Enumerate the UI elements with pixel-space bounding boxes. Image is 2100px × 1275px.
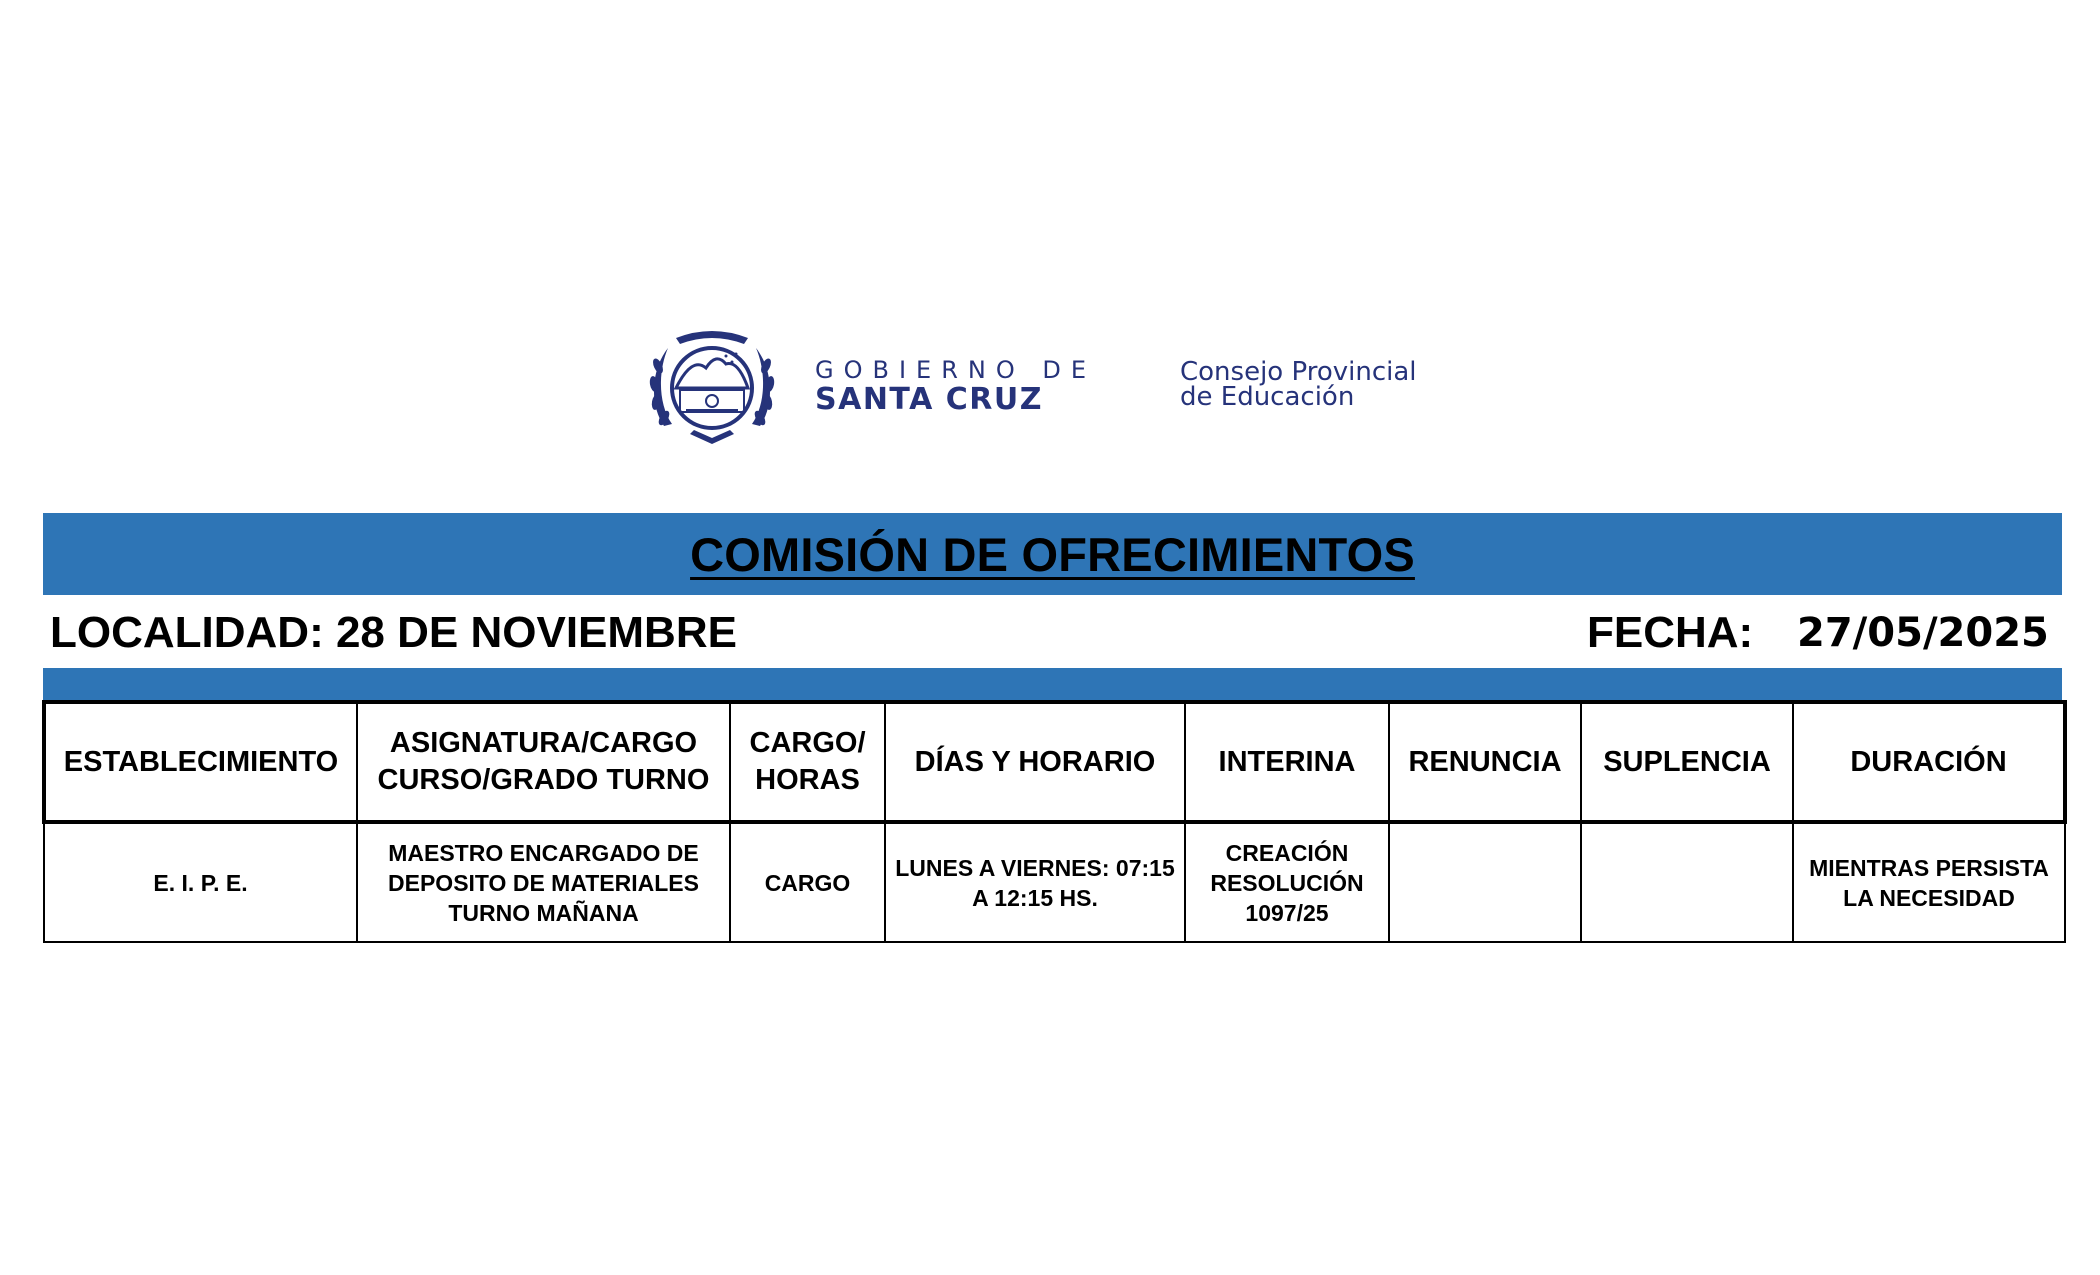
column-header-line: DÍAS Y HORARIO <box>914 745 1156 778</box>
table-cell-line: 1097/25 <box>1245 899 1329 926</box>
table-cell <box>1581 822 1793 942</box>
column-header <box>1389 702 1581 822</box>
column-header <box>1793 702 2065 822</box>
table-cell-line: CARGO <box>764 869 851 896</box>
table-cell-line: DEPOSITO DE MATERIALES <box>388 869 699 896</box>
table-cell-line: TURNO MAÑANA <box>448 899 639 926</box>
column-header <box>885 702 1185 822</box>
column-header-line: SUPLENCIA <box>1603 745 1771 778</box>
table-cell <box>1793 822 2065 942</box>
table-cell <box>357 822 730 942</box>
table-row <box>44 822 2065 942</box>
column-header-line: RENUNCIA <box>1408 745 1562 778</box>
blue-divider-strip <box>43 668 2062 700</box>
government-logo-text <box>815 356 1115 416</box>
table-cell-line: LA NECESIDAD <box>1843 884 2015 911</box>
table-cell-line: MAESTRO ENCARGADO DE <box>388 839 699 866</box>
column-header-line: HORAS <box>755 764 860 796</box>
localidad-label: LOCALIDAD: 28 DE NOVIEMBRE <box>50 608 737 657</box>
table-cell-line: E. I. P. E. <box>153 869 248 896</box>
column-header-line: CARGO/ <box>749 727 866 759</box>
table-cell-line: LUNES A VIERNES: 07:15 <box>895 854 1175 881</box>
table-cell-line: CREACIÓN <box>1225 839 1349 866</box>
table-cell <box>44 822 357 942</box>
column-header-line: ESTABLECIMIENTO <box>63 745 339 778</box>
column-header-line: ASIGNATURA/CARGO <box>389 727 698 759</box>
table-cell-line: A 12:15 HS. <box>972 884 1098 911</box>
table-cell <box>730 822 885 942</box>
column-header <box>1581 702 1793 822</box>
document-title: COMISIÓN DE OFRECIMIENTOS <box>690 527 1415 581</box>
column-header <box>1185 702 1389 822</box>
fecha-value: 27/05/2025 <box>1797 610 2049 656</box>
table-cell <box>885 822 1185 942</box>
table-cell-line: MIENTRAS PERSISTA <box>1809 854 2049 881</box>
santa-cruz-seal-logo <box>646 326 778 448</box>
government-line-1: GOBIERNO DE <box>815 356 1096 384</box>
column-header <box>357 702 730 822</box>
offers-table <box>42 700 2067 943</box>
table-cell <box>1185 822 1389 942</box>
council-logo-text <box>1180 357 1417 412</box>
fecha-label: FECHA: <box>1587 608 1754 657</box>
column-header <box>730 702 885 822</box>
table-body <box>44 822 2065 942</box>
title-band <box>43 513 2062 595</box>
table-cell <box>1389 822 1581 942</box>
government-line-2: SANTA CRUZ <box>815 382 1043 417</box>
column-header-line: DURACIÓN <box>1850 745 2007 778</box>
council-line-1: Consejo Provincial <box>1180 357 1417 387</box>
column-header <box>44 702 357 822</box>
column-header-line: INTERINA <box>1218 745 1356 778</box>
table-header-row <box>44 702 2065 822</box>
column-header-line: CURSO/GRADO TURNO <box>377 764 710 796</box>
council-line-2: de Educación <box>1180 382 1355 412</box>
table-cell-line: RESOLUCIÓN <box>1210 869 1364 896</box>
